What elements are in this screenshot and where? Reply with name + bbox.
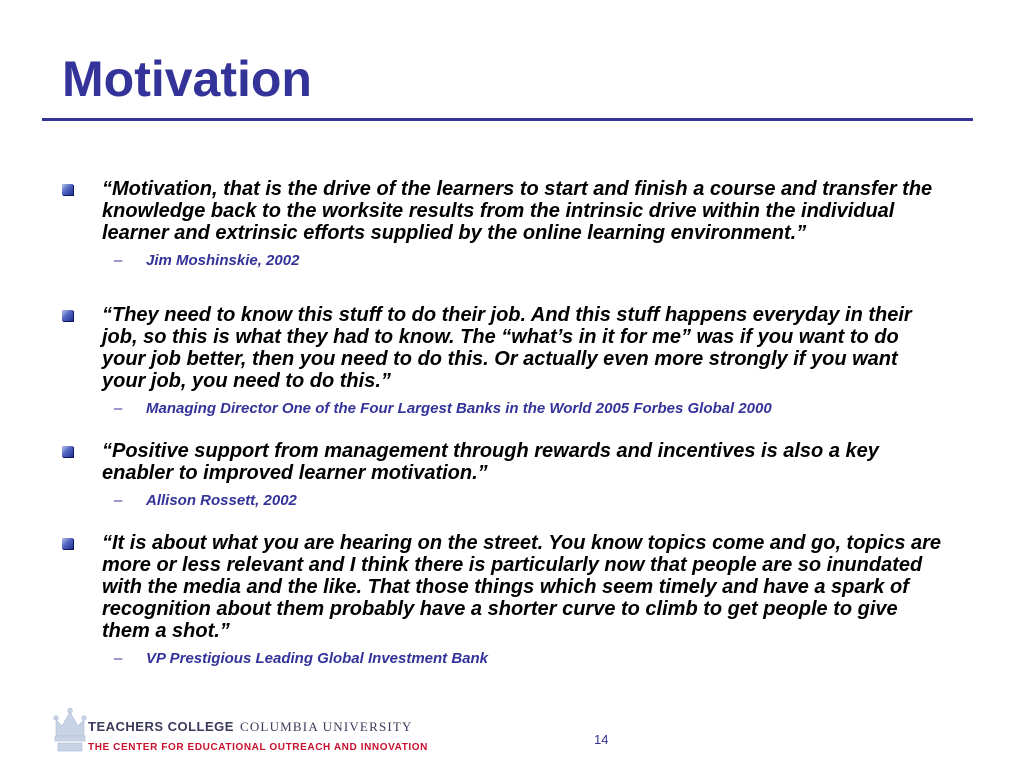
square-bullet-icon: [62, 184, 73, 195]
bullet-list: [62, 178, 942, 668]
bullet-item: [62, 440, 942, 510]
dash-icon: –: [114, 252, 123, 269]
title-divider: [42, 118, 973, 121]
logo-center-name: THE CENTER FOR EDUCATIONAL OUTREACH AND INNOVATION: [88, 742, 428, 753]
dash-icon: –: [114, 650, 123, 667]
attribution-text: VP Prestigious Leading Global Investment Bank: [146, 650, 489, 667]
dash-icon: –: [114, 400, 123, 417]
attribution-text: Allison Rossett, 2002: [146, 492, 297, 509]
attribution: [102, 492, 942, 510]
crown-icon: [52, 706, 88, 752]
logo-columbia-university: COLUMBIA UNIVERSITY: [239, 719, 413, 734]
quote-text: “Motivation, that is the drive of the learners to start and finish a course and transfer the knowledge back to the worksite results from the intrinsic drive within the individual learner and extrinsic efforts supplied by the online learning environment.”: [102, 178, 933, 244]
dash-icon: –: [114, 492, 123, 509]
attribution-text: Jim Moshinskie, 2002: [146, 252, 300, 269]
square-bullet-icon: [62, 446, 73, 457]
quote-text: “Positive support from management through rewards and incentives is also a key enabler to improved learner motivation.”: [102, 440, 879, 484]
bullet-item: [62, 532, 942, 668]
logo-teachers-college: TEACHERS COLLEGE: [88, 719, 234, 734]
logo-line-1: [88, 719, 413, 735]
attribution: [102, 400, 942, 418]
attribution: [102, 252, 942, 270]
bullet-item: [62, 178, 942, 270]
quote-text: “It is about what you are hearing on the street. You know topics come and go, topics are more or less relevant and I think there is particularly now that people are so inundated with the media and the like. That those things which seem timely and have a spark of recognition about them probably have a shorter curve to climb to get people to give them a shot.”: [102, 532, 942, 642]
quote-text: “They need to know this stuff to do their job. And this stuff happens everyday in their job, so this is what they had to know. The “what’s in it for me” was if you want to do your job better, then you need to do this. Or actually even more strongly if you want your job, you need to do this.”: [102, 304, 912, 392]
bullet-item: [62, 304, 942, 418]
square-bullet-icon: [62, 538, 73, 549]
page-number: 14: [594, 732, 609, 747]
square-bullet-icon: [62, 310, 73, 321]
attribution: [102, 650, 942, 668]
teachers-college-logo: [52, 706, 442, 756]
attribution-text: Managing Director One of the Four Largest Banks in the World 2005 Forbes Global 2000: [146, 400, 772, 417]
slide-title: Motivation: [62, 51, 312, 107]
